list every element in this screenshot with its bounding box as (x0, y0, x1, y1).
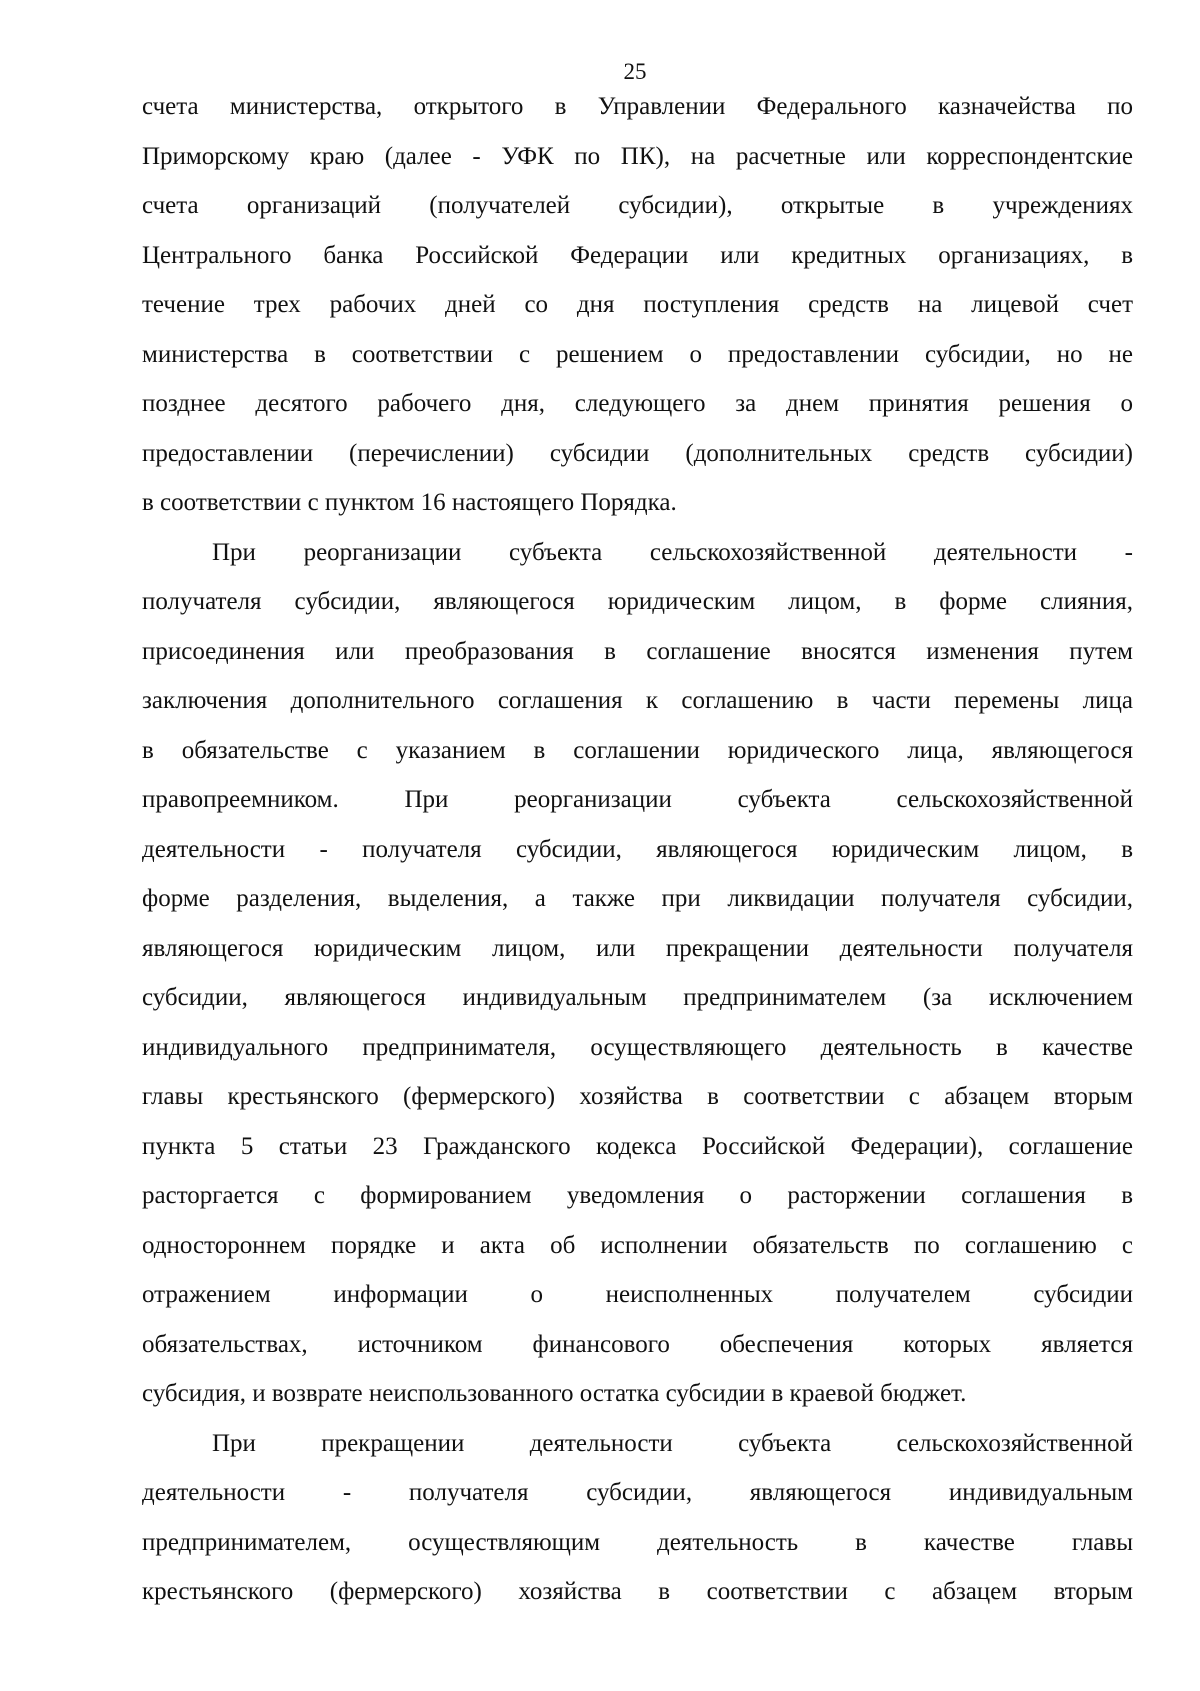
text-line: заключения дополнительного соглашения к соглашению в части перемены лица (142, 687, 1133, 714)
text-line: отражением информации о неисполненных получателем субсидии (142, 1281, 1133, 1308)
text-line: Центрального банка Российской Федерации или кредитных организациях, в (142, 241, 1133, 269)
text-line: При реорганизации субъекта сельскохозяйственной деятельности - (212, 538, 1133, 566)
text-line: правопреемником. При реорганизации субъекта сельскохозяйственной (142, 786, 1133, 813)
text-line: счета организаций (получателей субсидии), открытые в учреждениях (142, 192, 1133, 219)
text-line: предпринимателем, осуществляющим деятельность в качестве главы (142, 1528, 1133, 1556)
text-line: индивидуального предпринимателя, осуществляющего деятельность в качестве (142, 1033, 1133, 1061)
text-line: в соответствии с пунктом 16 настоящего Порядка. (142, 489, 677, 516)
document-body (142, 82, 1133, 1617)
text-line: субсидии, являющегося индивидуальным предпринимателем (за исключением (142, 984, 1133, 1011)
page-number: 25 (623, 59, 647, 84)
text-line: деятельности - получателя субсидии, являющегося индивидуальным (142, 1479, 1133, 1506)
text-line: в обязательстве с указанием в соглашении юридического лица, являющегося (142, 736, 1133, 764)
text-line: министерства в соответствии с решением о предоставлении субсидии, но не (142, 340, 1133, 368)
text-line: форме разделения, выделения, а также при ликвидации получателя субсидии, (142, 885, 1133, 912)
text-line: обязательствах, источником финансового обеспечения которых является (142, 1330, 1133, 1358)
text-line: предоставлении (перечислении) субсидии (дополнительных средств субсидии) (142, 439, 1133, 467)
text-line: расторгается с формированием уведомления о расторжении соглашения в (142, 1182, 1133, 1209)
text-line: Приморскому краю (далее - УФК по ПК), на расчетные или корреспондентские (142, 142, 1133, 170)
text-line: течение трех рабочих дней со дня поступления средств на лицевой счет (142, 291, 1133, 318)
text-line: При прекращении деятельности субъекта сельскохозяйственной (212, 1429, 1133, 1457)
text-line: главы крестьянского (фермерского) хозяйства в соответствии с абзацем вторым (142, 1083, 1133, 1110)
text-line: деятельности - получателя субсидии, являющегося юридическим лицом, в (142, 835, 1133, 863)
text-line: одностороннем порядке и акта об исполнении обязательств по соглашению с (142, 1231, 1133, 1259)
text-line: присоединения или преобразования в соглашение вносятся изменения путем (142, 637, 1133, 665)
text-line: получателя субсидии, являющегося юридическим лицом, в форме слияния, (142, 588, 1133, 615)
text-line: пункта 5 статьи 23 Гражданского кодекса Российской Федерации), соглашение (142, 1132, 1133, 1160)
text-line: счета министерства, открытого в Управлении Федерального казначейства по (142, 93, 1133, 120)
text-line: субсидия, и возврате неиспользованного остатка субсидии в краевой бюджет. (142, 1380, 967, 1407)
text-line: являющегося юридическим лицом, или прекращении деятельности получателя (142, 934, 1133, 962)
text-line: позднее десятого рабочего дня, следующего за днем принятия решения о (142, 390, 1133, 417)
text-line: крестьянского (фермерского) хозяйства в соответствии с абзацем вторым (142, 1578, 1133, 1605)
